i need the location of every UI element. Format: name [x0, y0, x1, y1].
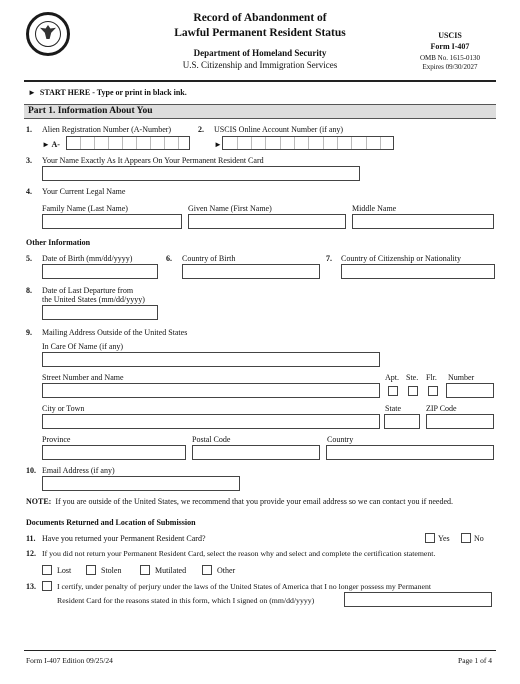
- q8-number: 8.: [26, 286, 32, 295]
- arrow-right-icon: ►: [42, 140, 50, 149]
- date-of-birth-input[interactable]: [42, 264, 158, 279]
- zip-input[interactable]: [426, 414, 494, 429]
- signed-date-input[interactable]: [344, 592, 492, 607]
- q5-number: 5.: [26, 254, 32, 263]
- returned-yes-checkbox[interactable]: [425, 533, 435, 543]
- department: Department of Homeland Security: [193, 48, 327, 58]
- q4-label: Your Current Legal Name: [42, 187, 126, 196]
- q11-number: 11.: [26, 534, 36, 543]
- city-input[interactable]: [42, 414, 380, 429]
- q1-number: 1.: [26, 125, 32, 134]
- stolen-label: Stolen: [101, 566, 122, 575]
- arrow-right-icon: ►: [214, 140, 222, 149]
- documents-heading: Documents Returned and Location of Submission: [26, 518, 196, 527]
- name-on-card-input[interactable]: [42, 166, 360, 181]
- flr-checkbox[interactable]: [428, 386, 438, 396]
- country-of-citizenship-input[interactable]: [341, 264, 495, 279]
- start-here-text: START HERE - Type or print in black ink.: [39, 88, 187, 97]
- street-input[interactable]: [42, 383, 380, 398]
- q10-number: 10.: [26, 466, 36, 475]
- province-input[interactable]: [42, 445, 186, 460]
- mutilated-checkbox[interactable]: [140, 565, 150, 575]
- date-of-last-departure-input[interactable]: [42, 305, 158, 320]
- family-name-label: Family Name (Last Name): [42, 204, 128, 213]
- header-rule: [24, 80, 496, 82]
- form-title-line1: Record of Abandonment of: [193, 12, 327, 24]
- state-label: State: [385, 404, 401, 413]
- certify-text-line1: I certify, under penalty of perjury under the laws of the United States of America that I no longer possess my Permanent: [57, 582, 432, 591]
- other-label: Other: [217, 566, 236, 575]
- q6-label: Country of Birth: [182, 254, 236, 263]
- given-name-input[interactable]: [188, 214, 346, 229]
- q3-label: Your Name Exactly As It Appears On Your Permanent Resident Card: [42, 156, 264, 165]
- country-label: Country: [327, 435, 354, 444]
- other-checkbox[interactable]: [202, 565, 212, 575]
- q9-number: 9.: [26, 328, 32, 337]
- form-title-line2: Lawful Permanent Resident Status: [174, 27, 346, 39]
- form-number: Form I-407: [430, 42, 470, 51]
- omb-number: OMB No. 1615-0130: [419, 54, 481, 62]
- family-name-input[interactable]: [42, 214, 182, 229]
- q7-number: 7.: [326, 254, 332, 263]
- a-number-prefix: [42, 140, 60, 149]
- lost-label: Lost: [57, 566, 72, 575]
- in-care-of-input[interactable]: [42, 352, 380, 367]
- middle-name-input[interactable]: [352, 214, 494, 229]
- footer-edition: Form I-407 Edition 09/25/24: [26, 656, 113, 665]
- city-label: City or Town: [42, 404, 85, 413]
- q3-number: 3.: [26, 156, 32, 165]
- state-select[interactable]: [384, 414, 420, 429]
- a-prefix-text: A-: [51, 140, 60, 149]
- expiration-date: Expires 09/30/2027: [422, 63, 478, 71]
- a-number-input[interactable]: [66, 136, 190, 150]
- q7-label: Country of Citizenship or Nationality: [341, 254, 461, 263]
- postal-code-label: Postal Code: [192, 435, 231, 444]
- q2-label: USCIS Online Account Number (if any): [214, 125, 344, 134]
- q4-number: 4.: [26, 187, 32, 196]
- apt-label: Apt.: [385, 373, 399, 382]
- note-text: If you are outside of the United States, we recommend that you provide your email address so we can contact you if needed.: [55, 497, 453, 506]
- unit-number-label: Number: [448, 373, 475, 382]
- lost-checkbox[interactable]: [42, 565, 52, 575]
- arrow-right-icon: ►: [28, 88, 36, 97]
- q10-label: Email Address (if any): [42, 466, 115, 475]
- stolen-checkbox[interactable]: [86, 565, 96, 575]
- q12-number: 12.: [26, 549, 36, 558]
- form-agency: USCIS: [438, 31, 462, 40]
- postal-code-input[interactable]: [192, 445, 320, 460]
- in-care-of-label: In Care Of Name (if any): [42, 342, 124, 351]
- yes-label: Yes: [438, 534, 450, 543]
- province-label: Province: [42, 435, 71, 444]
- q13-number: 13.: [26, 582, 36, 591]
- note: [26, 497, 453, 506]
- country-of-birth-input[interactable]: [182, 264, 320, 279]
- page-number: Page 1 of 4: [458, 656, 492, 665]
- ste-label: Ste.: [406, 373, 419, 382]
- q5-label: Date of Birth (mm/dd/yyyy): [42, 254, 133, 263]
- q8-label-line2: the United States (mm/dd/yyyy): [42, 295, 145, 304]
- q1-label: Alien Registration Number (A-Number): [42, 125, 172, 134]
- ste-checkbox[interactable]: [408, 386, 418, 396]
- unit-number-input[interactable]: [446, 383, 494, 398]
- q9-label: Mailing Address Outside of the United States: [42, 328, 188, 337]
- note-label: NOTE:: [26, 497, 52, 506]
- middle-name-label: Middle Name: [352, 204, 397, 213]
- agency: U.S. Citizenship and Immigration Services: [182, 60, 338, 70]
- footer-rule: [24, 650, 496, 651]
- dhs-seal: [26, 12, 70, 56]
- q6-number: 6.: [166, 254, 172, 263]
- given-name-label: Given Name (First Name): [188, 204, 272, 213]
- flr-label: Flr.: [426, 373, 437, 382]
- other-information-heading: Other Information: [26, 238, 91, 247]
- q11-label: Have you returned your Permanent Resident Card?: [42, 534, 206, 543]
- q12-label: If you did not return your Permanent Resident Card, select the reason why and select and complete the certification statement.: [42, 549, 436, 558]
- country-input[interactable]: [326, 445, 494, 460]
- q8-label-line1: Date of Last Departure from: [42, 286, 134, 295]
- street-label: Street Number and Name: [42, 373, 124, 382]
- uscis-online-account-input[interactable]: [222, 136, 394, 150]
- email-input[interactable]: [42, 476, 240, 491]
- part1-header: Part 1. Information About You: [24, 104, 496, 119]
- no-label: No: [474, 534, 484, 543]
- zip-label: ZIP Code: [426, 404, 457, 413]
- returned-no-checkbox[interactable]: [461, 533, 471, 543]
- certify-text-line2: Resident Card for the reasons stated in this form, which I signed on (mm/dd/yyyy): [57, 596, 315, 605]
- mutilated-label: Mutilated: [155, 566, 187, 575]
- q2-number: 2.: [198, 125, 204, 134]
- certify-checkbox[interactable]: [42, 581, 52, 591]
- apt-checkbox[interactable]: [388, 386, 398, 396]
- start-here: [28, 88, 187, 97]
